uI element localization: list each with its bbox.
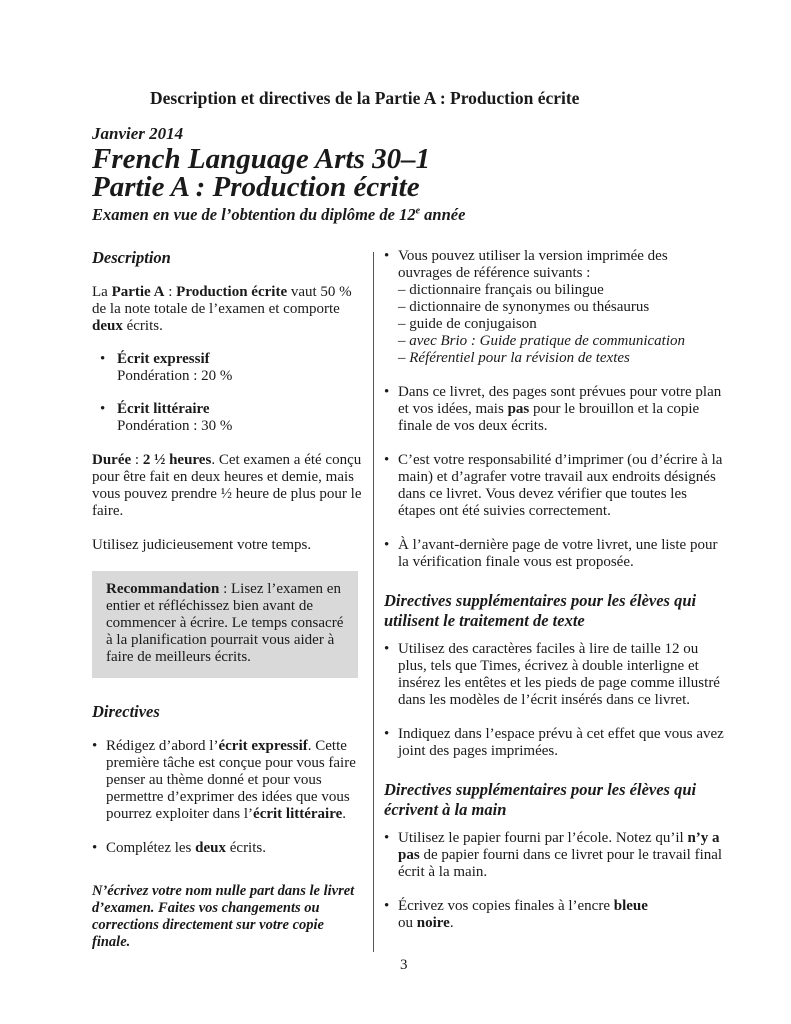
text-run-bold: Production écrite bbox=[176, 284, 288, 300]
item-title: • Écrit littéraire bbox=[117, 401, 210, 417]
list-item: • C’est votre responsabilité d’imprimer (ou d’écrire à la main) et d’agrafer votre travail aux endroits désignés dans ce livret. Vous devez vérifier que toutes les étapes ont été suivies correctement. bbox=[384, 452, 724, 520]
text-run-bold: pas bbox=[507, 401, 530, 417]
text-run: pour le brouillon et la copie finale de vos deux écrits. bbox=[398, 401, 700, 434]
text-run: Écrivez vos copies finales à l’encre bbox=[398, 898, 614, 914]
duration-paragraph bbox=[92, 452, 362, 520]
exam-subtitle bbox=[92, 205, 465, 225]
list-intro: • Vous pouvez utiliser la version imprimée des ouvrages de référence suivants : bbox=[398, 248, 668, 281]
column-divider bbox=[373, 252, 374, 952]
list-item bbox=[384, 898, 724, 932]
text-run: Utilisez le papier fourni par l’école. Notez qu’il bbox=[398, 830, 688, 846]
item-weight: Pondération : 30 % bbox=[117, 418, 233, 434]
list-item bbox=[92, 840, 362, 857]
reference-item: – avec Brio : Guide pratique de communication bbox=[398, 333, 686, 349]
text-run: vaut 50 % de la note totale de l’examen et comporte bbox=[92, 284, 352, 317]
text-run: . bbox=[342, 806, 347, 822]
reference-item: – Référentiel pour la révision de textes bbox=[398, 350, 630, 366]
description-heading: Description bbox=[92, 248, 171, 267]
text-run: Dans ce livret, des pages sont prévues pour votre plan et vos idées, mais bbox=[398, 384, 722, 417]
list-item bbox=[92, 401, 362, 435]
list-item bbox=[384, 248, 724, 367]
text-run-bold: deux bbox=[92, 318, 123, 334]
text-run: La bbox=[92, 284, 112, 300]
item-weight: Pondération : 20 % bbox=[117, 368, 233, 384]
text-run-bold: écrit expressif bbox=[218, 738, 308, 754]
subtitle-end: année bbox=[420, 205, 466, 224]
reference-item: – dictionnaire de synonymes ou thésaurus bbox=[398, 299, 650, 315]
reference-item: – guide de conjugaison bbox=[398, 316, 537, 332]
text-run: écrits. bbox=[226, 840, 266, 856]
text-run: de papier fourni dans ce livret pour le travail final écrit à la main. bbox=[398, 847, 723, 880]
text-run: Complétez les bbox=[106, 840, 196, 856]
item-title: • Écrit expressif bbox=[117, 351, 210, 367]
reference-item: – dictionnaire français ou bilingue bbox=[398, 282, 604, 298]
right-column bbox=[384, 248, 724, 932]
recommendation-box bbox=[92, 571, 358, 678]
list-item: • À l’avant-dernière page de votre livret, une liste pour la vérification finale vous est proposée. bbox=[384, 537, 724, 571]
text-run: ou bbox=[398, 915, 417, 931]
directives-heading: Directives bbox=[92, 702, 160, 721]
list-item: • Indiquez dans l’espace prévu à cet effet que vous avez joint des pages imprimées. bbox=[384, 726, 724, 760]
list-item bbox=[92, 738, 362, 823]
text-run-bold: n’y a pas bbox=[398, 830, 720, 863]
text-run: . Cette première tâche est conçue pour vous faire penser au thème donné et pour vous permettre d’exprimer des idées que vous pourrez exploiter dans l’ bbox=[106, 738, 356, 822]
time-advice: Utilisez judicieusement votre temps. bbox=[92, 537, 312, 553]
list-item: • Utilisez des caractères faciles à lire de taille 12 ou plus, tels que Times, écrivez à double interligne et insérez les entêtes et les pieds de page comme illustré dans les modèles de l’écrit insérés dans ce livret. bbox=[384, 641, 724, 709]
text-run-bold: 2 ½ heures bbox=[142, 452, 212, 468]
text-run-bold: deux bbox=[195, 840, 226, 856]
list-item bbox=[384, 384, 724, 435]
part-title: Partie A : Production écrite bbox=[92, 171, 420, 203]
text-run: . bbox=[449, 915, 454, 931]
course-title: French Language Arts 30–1 bbox=[92, 143, 431, 175]
text-run: : Lisez l’examen en entier et réfléchissez bien avant de commencer à écrire. Le temps consacré à la planification pourrait vous aider à faire de meilleurs écrits. bbox=[106, 581, 344, 665]
text-run: : bbox=[131, 452, 143, 468]
text-run-bold: écrit littéraire bbox=[253, 806, 343, 822]
description-paragraph bbox=[92, 284, 362, 335]
subtitle-superscript: e bbox=[415, 205, 421, 217]
exam-date: Janvier 2014 bbox=[92, 124, 184, 143]
text-run-bold: Partie A bbox=[111, 284, 165, 300]
text-run-bold: Durée bbox=[92, 452, 132, 468]
text-run-bold: bleue bbox=[613, 898, 648, 914]
warning-note: N’écrivez votre nom nulle part dans le livret d’examen. Faites vos changements ou corrections directement sur votre copie finale. bbox=[92, 883, 355, 950]
text-run: Rédigez d’abord l’ bbox=[106, 738, 219, 754]
word-processing-heading: Directives supplémentaires pour les élèves qui utilisent le traitement de texte bbox=[384, 591, 697, 630]
subtitle-main: Examen en vue de l’obtention du diplôme de 12 bbox=[92, 205, 416, 224]
text-run-bold: Recommandation bbox=[106, 581, 220, 597]
top-heading: Description et directives de la Partie A : Production écrite bbox=[150, 88, 580, 108]
text-run-bold: noire bbox=[416, 915, 450, 931]
handwriting-heading: Directives supplémentaires pour les élèves qui écrivent à la main bbox=[384, 780, 697, 819]
list-item bbox=[92, 351, 362, 385]
text-run: écrits. bbox=[122, 318, 163, 334]
list-item bbox=[384, 830, 724, 881]
page-number: 3 bbox=[400, 957, 408, 973]
left-column bbox=[92, 248, 362, 951]
text-run: : bbox=[164, 284, 177, 300]
text-run: . Cet examen a été conçu pour être fait en deux heures et demie, mais vous pouvez prendre ½ heure de plus pour le faire. bbox=[92, 452, 362, 519]
